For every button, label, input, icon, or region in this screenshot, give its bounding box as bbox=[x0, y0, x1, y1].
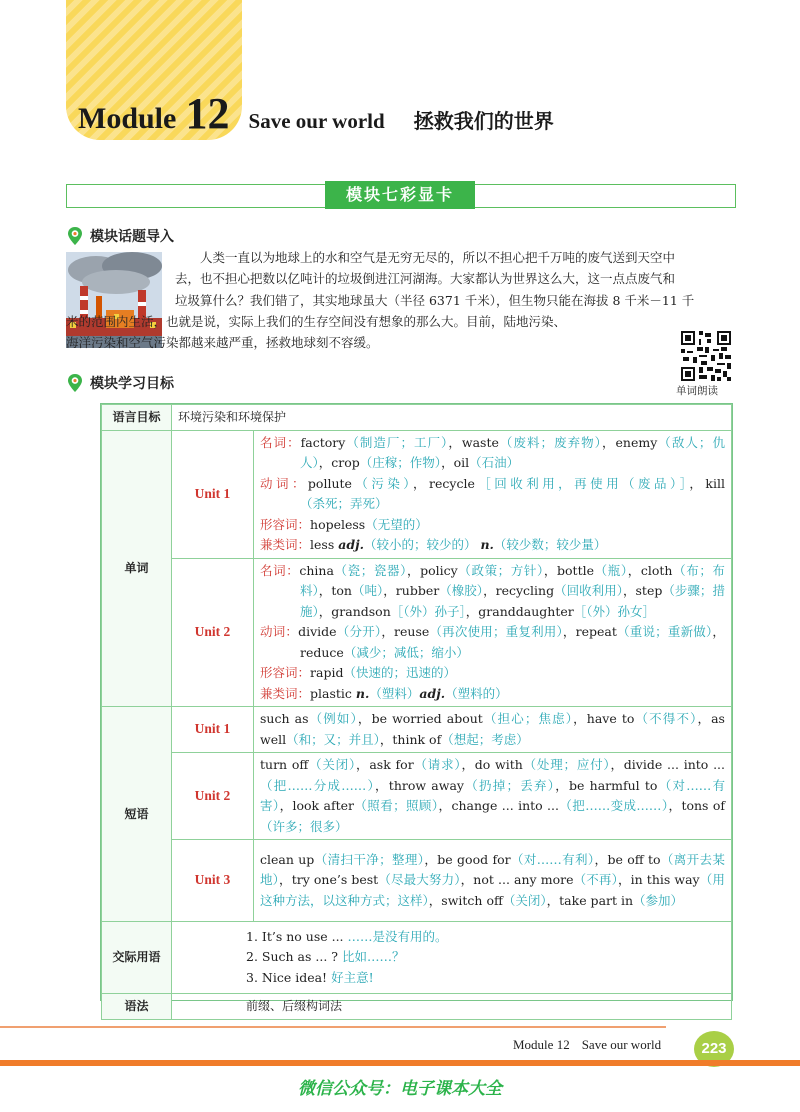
phrases-unit2-label: Unit 2 bbox=[172, 753, 254, 840]
translation: （许多；很多） bbox=[260, 818, 348, 834]
word: recycle bbox=[429, 475, 475, 491]
communication-label: 交际用语 bbox=[102, 922, 172, 994]
word: ton bbox=[331, 583, 352, 598]
translation: （重说；重新做） bbox=[616, 624, 713, 639]
translation: （请求） bbox=[413, 757, 462, 772]
translation: 比如……？ bbox=[341, 949, 405, 965]
expression-item bbox=[246, 947, 725, 968]
pos-label: 动词： bbox=[260, 624, 299, 639]
intro-line: 人类一直以为地球上的水和空气是无穷无尽的，所以不担心把千万吨的废气送到天空中 bbox=[200, 250, 676, 265]
translation: （把……变成……） bbox=[558, 798, 669, 813]
translation: （用这种方法，以这种方式；这样） bbox=[260, 872, 725, 908]
word: less bbox=[310, 537, 335, 552]
translation: （想起；考虑） bbox=[441, 731, 529, 747]
word: divide bbox=[298, 624, 337, 639]
word: waste bbox=[461, 434, 499, 450]
translation: ［回收利用，再使用（废品）］ bbox=[474, 475, 690, 491]
translation: （关闭） bbox=[308, 757, 357, 772]
footer-rule bbox=[0, 1026, 666, 1028]
translation: ［（外）孙女］ bbox=[573, 603, 655, 619]
word: enemy bbox=[615, 434, 658, 450]
expression: 3. Nice idea! bbox=[246, 969, 328, 985]
intro-heading bbox=[66, 226, 174, 246]
module-title-en: Save our world bbox=[248, 109, 385, 133]
adj-entry bbox=[260, 663, 725, 684]
grammar-value: 前缀、后缀构词法 bbox=[172, 994, 732, 1020]
word: rubber bbox=[395, 583, 440, 598]
pos-label: 形容词： bbox=[260, 665, 311, 680]
translation: （分开） bbox=[336, 624, 382, 639]
table-row bbox=[102, 994, 732, 1020]
phrase: in this way bbox=[630, 872, 700, 888]
phrases-unit3-label: Unit 3 bbox=[172, 840, 254, 922]
pos-mark: adj. bbox=[419, 685, 446, 701]
translation: （瓶） bbox=[594, 562, 628, 578]
translation: （照看；照顾） bbox=[353, 798, 439, 813]
verb-entry: 动词：divide（分开），reuse（再次使用；重复利用），repeat（重说；重新做），reduce（减少；减低；缩小） bbox=[260, 624, 725, 660]
phrase: switch off bbox=[441, 892, 503, 908]
words-unit2-content bbox=[254, 558, 732, 707]
translation: （关闭） bbox=[502, 892, 547, 908]
word: policy bbox=[420, 562, 458, 578]
intro-line: 米的范围内生活，也就是说，实际上我们的生存空间没有想象的那么大。目前，陆地污染、 bbox=[66, 313, 567, 329]
translation: ［（外）孙子］ bbox=[390, 603, 466, 619]
phrase: as well bbox=[260, 711, 725, 747]
phrase: turn off bbox=[260, 757, 309, 772]
translation: （快速的；迅速的） bbox=[343, 665, 456, 680]
footer-title: Save our world bbox=[581, 1037, 662, 1052]
location-pin-icon bbox=[66, 226, 84, 246]
phrase: change ... into ... bbox=[451, 798, 559, 813]
translation: （尽最大努力） bbox=[378, 872, 461, 888]
phrase: be harmful to bbox=[569, 777, 658, 793]
phrase: tons of bbox=[681, 798, 725, 813]
translation: （再次使用；重复利用） bbox=[429, 624, 563, 639]
translation: （废料；废弃物） bbox=[498, 434, 602, 450]
translation: （不再） bbox=[573, 872, 618, 888]
word: oil bbox=[453, 455, 470, 470]
phrases-unit1-content: such as（例如），be worried about（担心；焦虑），have to（不得不），as well（和；又；并且），think of（想起；考虑） bbox=[254, 707, 732, 753]
phrase: take part in bbox=[559, 892, 634, 908]
location-pin-icon bbox=[66, 373, 84, 393]
phrase: clean up bbox=[260, 851, 315, 867]
table-row bbox=[102, 430, 732, 558]
phrases-unit2-content: turn off（关闭），ask for（请求），do with（处理；应付），divide ... into ...（把……分成……），throw away（扔掉；丢弃），be harmful to（对……有害），look after（照看；照顾），change ... into ...（把……变成……），tons of（许多；很多） bbox=[254, 753, 732, 840]
module-title bbox=[78, 88, 554, 139]
word: bottle bbox=[557, 562, 595, 578]
table-row bbox=[102, 840, 732, 922]
expression-item bbox=[246, 968, 725, 989]
word: repeat bbox=[575, 624, 617, 639]
translation: （减少；减低；缩小） bbox=[343, 644, 469, 660]
footer-band bbox=[0, 1060, 800, 1066]
phrase: do with bbox=[474, 757, 523, 772]
translation: （不得不） bbox=[634, 711, 698, 726]
translation: （布；布料） bbox=[300, 562, 725, 598]
qr-code[interactable] bbox=[681, 331, 731, 381]
footer-module-label: Module 12 bbox=[513, 1037, 570, 1052]
word: reuse bbox=[394, 624, 430, 639]
word: cloth bbox=[640, 562, 673, 578]
language-goal-label: 语言目标 bbox=[102, 405, 172, 431]
phrase: ask for bbox=[369, 757, 414, 772]
translation: （例如） bbox=[308, 711, 358, 726]
translation: （处理；应付） bbox=[522, 757, 611, 772]
phrase: be worried about bbox=[371, 711, 483, 726]
qr-caption: 单词朗读 bbox=[676, 385, 718, 397]
expression-item bbox=[246, 927, 725, 948]
intro-paragraph bbox=[66, 247, 735, 353]
communication-content bbox=[172, 922, 732, 994]
phrase: try one’s best bbox=[291, 872, 379, 888]
translation: （较少数；较少量） bbox=[493, 537, 607, 552]
pos-label: 名词： bbox=[260, 562, 300, 578]
word: step bbox=[635, 583, 663, 598]
translation: （回收利用） bbox=[554, 583, 623, 598]
translation: （担心；焦虑） bbox=[482, 711, 574, 726]
word: recycling bbox=[495, 583, 555, 598]
translation: （橡胶） bbox=[439, 583, 484, 598]
learning-goals-table bbox=[100, 403, 733, 1013]
translation: （较小的；较少的） bbox=[363, 537, 477, 552]
table-row bbox=[102, 922, 732, 994]
word: hopeless bbox=[310, 516, 366, 532]
translation: （清扫干净；整理） bbox=[314, 851, 425, 867]
word: rapid bbox=[310, 665, 344, 680]
word: china bbox=[299, 562, 334, 578]
module-number: 12 bbox=[185, 89, 230, 138]
word: crop bbox=[331, 455, 360, 470]
table-row bbox=[102, 405, 732, 431]
pos-mark: n. bbox=[480, 537, 494, 552]
phrase: throw away bbox=[388, 777, 464, 793]
noun-entry: 名词：china（瓷；瓷器），policy（政策；方针），bottle（瓶），cloth（布；布料），ton（吨），rubber（橡胶），recycling（回收利用），step（步骤；措施），grandson［（外）孙子］，granddaughter［（外）孙女］ bbox=[260, 562, 725, 619]
section-banner bbox=[66, 184, 736, 208]
translation: （庄稼；作物） bbox=[359, 455, 442, 470]
translation: （吨） bbox=[351, 583, 384, 598]
footer-running-title bbox=[513, 1037, 661, 1053]
translation: 好主意! bbox=[331, 969, 374, 985]
pos-label: 动词： bbox=[260, 475, 308, 491]
phrase: divide ... into ... bbox=[623, 757, 725, 772]
grammar-label: 语法 bbox=[102, 994, 172, 1020]
word: granddaughter bbox=[478, 603, 574, 619]
word: plastic bbox=[310, 685, 352, 701]
translation: （瓷；瓷器） bbox=[333, 562, 407, 578]
expression: 1. It’s no use ... bbox=[246, 928, 344, 944]
pos-label: 形容词： bbox=[260, 516, 311, 532]
words-label: 单词 bbox=[102, 430, 172, 707]
phrases-unit1-label: Unit 1 bbox=[172, 707, 254, 753]
multi-class-entry bbox=[260, 684, 725, 705]
banner-label: 模块七彩显卡 bbox=[325, 181, 475, 209]
phrases-label: 短语 bbox=[102, 707, 172, 922]
pos-label: 兼类词： bbox=[260, 537, 311, 552]
words-unit1-content bbox=[254, 430, 732, 558]
adj-entry bbox=[260, 515, 725, 536]
language-goal-value: 环境污染和环境保护 bbox=[172, 405, 732, 431]
phrase: think of bbox=[392, 731, 442, 747]
expression: 2. Such as ... ? bbox=[246, 949, 338, 965]
module-title-cn: 拯救我们的世界 bbox=[413, 109, 554, 133]
phrase: not ... any more bbox=[473, 872, 574, 888]
page-number: 223 bbox=[694, 1031, 734, 1067]
watermark: 微信公众号：电子课本大全 bbox=[298, 1079, 502, 1099]
pos-label: 兼类词： bbox=[260, 685, 311, 701]
table-row bbox=[102, 707, 732, 753]
module-word: Module bbox=[78, 102, 177, 135]
table-row bbox=[102, 753, 732, 840]
pos-mark: n. bbox=[355, 685, 370, 701]
translation: （塑料的） bbox=[445, 685, 508, 701]
multi-class-entry bbox=[260, 535, 725, 556]
phrase: such as bbox=[260, 711, 309, 726]
words-unit2-label: Unit 2 bbox=[172, 558, 254, 707]
translation: （无望的） bbox=[365, 516, 428, 532]
translation: （石油） bbox=[469, 455, 520, 470]
words-unit1-label: Unit 1 bbox=[172, 430, 254, 558]
word: reduce bbox=[300, 644, 344, 660]
word: pollute bbox=[307, 475, 352, 491]
word: grandson bbox=[331, 603, 391, 619]
translation: （政策；方针） bbox=[457, 562, 544, 578]
translation: （塑料） bbox=[369, 685, 420, 701]
goals-heading bbox=[66, 373, 174, 393]
translation: （步骤；措施） bbox=[300, 583, 725, 619]
translation: （把……分成……） bbox=[260, 777, 376, 793]
intro-line: 去，也不担心把数以亿吨计的垃圾倒进江河湖海。大家都认为世界这么大，这一点点废气和 bbox=[175, 271, 676, 287]
phrase: look after bbox=[292, 798, 354, 813]
translation: （制造厂；工厂） bbox=[345, 434, 449, 450]
translation: （敌人；仇人） bbox=[300, 434, 725, 470]
pos-label: 名词： bbox=[260, 434, 301, 450]
translation: （对……有利） bbox=[510, 851, 595, 867]
translation: （扔掉；丢弃） bbox=[463, 777, 556, 793]
phrase: be good for bbox=[437, 851, 511, 867]
translation: （和；又；并且） bbox=[286, 731, 380, 747]
phrase: have to bbox=[586, 711, 635, 726]
table-row bbox=[102, 558, 732, 707]
intro-line: 海洋污染和空气污染都越来越严重，拯救地球刻不容缓。 bbox=[66, 335, 379, 351]
phrase: be off to bbox=[607, 851, 661, 867]
pos-mark: adj. bbox=[338, 537, 364, 552]
translation: （杀死；弄死） bbox=[300, 496, 388, 511]
translation: （参加） bbox=[633, 892, 684, 908]
translation: （对……有害） bbox=[260, 777, 725, 813]
goals-heading-text: 模块学习目标 bbox=[90, 376, 174, 392]
word: factory bbox=[300, 434, 346, 450]
translation: ……是没有用的。 bbox=[347, 928, 448, 944]
intro-line: 垃圾算什么？我们错了，其实地球虽大（半径 6371 千米），但生物只能在海拔 8 千米－11 千 bbox=[175, 292, 695, 308]
translation: （污染） bbox=[351, 475, 414, 491]
noun-entry: 名词：factory（制造厂；工厂），waste（废料；废弃物），enemy（敌人；仇人），crop（庄稼；作物），oil（石油） bbox=[260, 434, 725, 470]
word: kill bbox=[705, 475, 725, 491]
intro-heading-text: 模块话题导入 bbox=[90, 229, 174, 245]
translation: （离开去某地） bbox=[260, 851, 725, 888]
phrases-unit3-content: clean up（清扫干净；整理），be good for（对……有利），be off to（离开去某地），try one’s best（尽最大努力），not ... any more（不再），in this way（用这种方法，以这种方式；这样），switch off（关闭），take part in（参加） bbox=[254, 840, 732, 922]
verb-entry: 动词：pollute（污染），recycle［回收利用，再使用（废品）］，kill（杀死；弄死） bbox=[260, 475, 725, 511]
